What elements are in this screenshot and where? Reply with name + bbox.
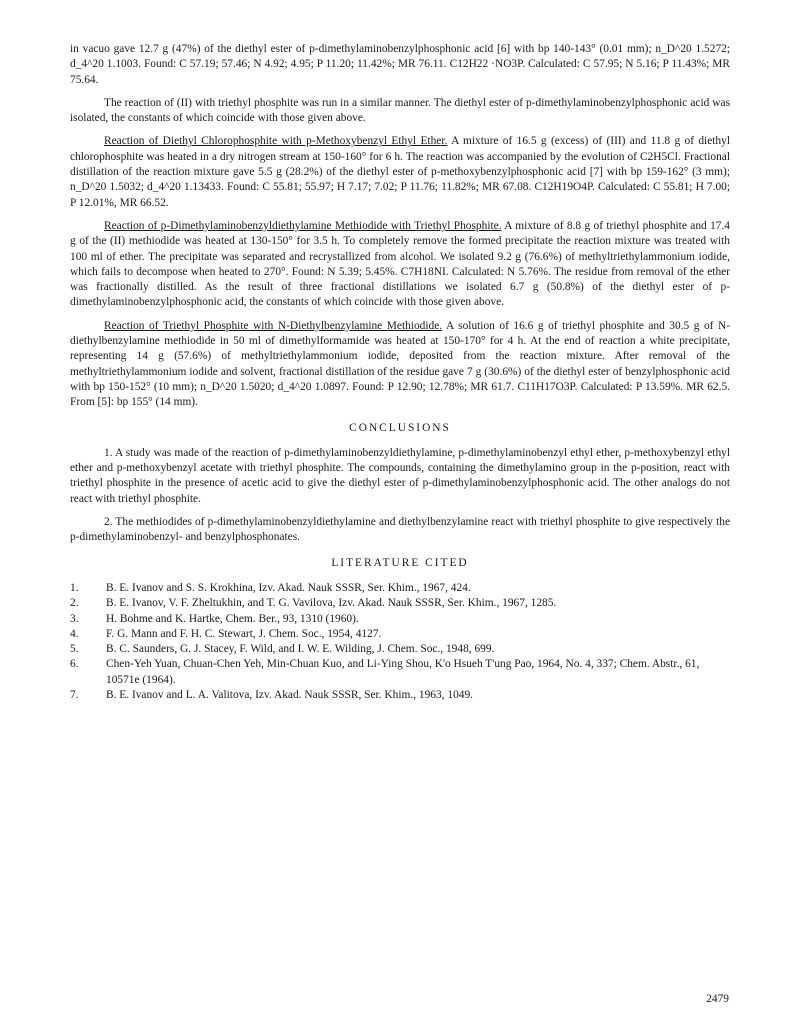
- conclusion-2: 2. The methiodides of p-dimethylaminobenzyldiethylamine and diethylbenzylamine react with triethyl phosphite to give respectively the p-dimethylaminobenzyl- and benzylphosphonates.: [70, 516, 730, 544]
- reference-text: B. E. Ivanov, V. F. Zheltukhin, and T. G. Vavilova, Izv. Akad. Nauk SSSR, Ser. Khim., 1967, 1285.: [106, 597, 557, 610]
- reference-number: 3.: [70, 612, 79, 625]
- paragraph-4-body: A mixture of 8.8 g of triethyl phosphite and 17.4 g of the (II) methiodide was heated at 130-150° for 3.5 h. To completely remove the formed precipitate the reaction mixture was treated with 100 ml of ether. The precipitate was separated and recrystallized from alcohol. We isolated 9.2 g (76.6%) of methyltriethylammonium iodide, which fails to decompose when heated to 270°. Found: N 5.39; 5.45%. C7H18NI. Calculated: N 5.76%. The residue from removal of the ether was fractionally distilled. As the result of three fractional distillations we isolated 6.7 g (50.8%) of the diethyl ester of p-dimethylaminobenzylphosphonic acid, the constants of which coincide with those given above.: [70, 219, 730, 309]
- reference-item: [70, 596, 730, 611]
- reference-number: 7.: [70, 688, 79, 701]
- conclusion-1: 1. A study was made of the reaction of p-dimethylaminobenzyldiethylamine, p-dimethylaminobenzyl ethyl ether, p-methoxybenzyl ethyl ether and p-methoxybenzyl acetate with triethyl phosphite. The compounds, containing the dimethylamino group in the p-position, react with triethyl phosphite in the presence of acetic acid to give the diethyl ester of p-dimethylaminobenzylphosphonic acid. The other analogs do not react with triethyl phosphite.: [70, 446, 730, 505]
- reference-item: [70, 612, 730, 627]
- reference-item: [70, 657, 730, 688]
- reference-number: 4.: [70, 627, 79, 640]
- reference-item: [70, 688, 730, 703]
- reference-item: [70, 581, 730, 596]
- paragraph-4-title: Reaction of p-Dimethylaminobenzyldiethylamine Methiodide with Triethyl Phosphite.: [104, 219, 502, 232]
- reference-number: 2.: [70, 597, 79, 610]
- paragraph-3-body: A mixture of 16.5 g (excess) of (III) and 11.8 g of diethyl chlorophosphite was heated in a dry nitrogen stream at 150-160° for 6 h. The reaction was accompanied by the evolution of C2H5Cl. Fractional distillation of the reaction mixture gave 5.5 g (28.2%) of the diethyl ester of p-methoxybenzylphosphonic acid [7] with bp 159-162° (3 mm); n_D^20 1.5032; d_4^20 1.13433. Found: C 55.81; 55.97; H 7.17; 7.02; P 11.76; 11.82%; MR 67.08. C12H19O4P. Calculated: C 55.81; H 7.00; P 12.01%, MR 66.52.: [70, 135, 730, 209]
- experimental-paragraph-4: [70, 219, 730, 311]
- reference-text: H. Bohme and K. Hartke, Chem. Ber., 93, 1310 (1960).: [106, 612, 359, 625]
- reference-text: B. C. Saunders, G. J. Stacey, F. Wild, and I. W. E. Wilding, J. Chem. Soc., 1948, 699.: [106, 643, 495, 656]
- paragraph-5-title: Reaction of Triethyl Phosphite with N-Diethylbenzylamine Methiodide.: [104, 319, 443, 332]
- reference-item: [70, 642, 730, 657]
- conclusions-heading: CONCLUSIONS: [349, 421, 451, 434]
- experimental-paragraph-1: in vacuo gave 12.7 g (47%) of the diethyl ester of p-dimethylaminobenzylphosphonic acid [6] with bp 140-143° (0.01 mm); n_D^20 1.5272; d_4^20 1.1003. Found: C 57.19; 57.46; N 4.92; 4.95; P 11.20; 11.42%; MR 76.11. C12H22 ·NO3P. Calculated: C 57.95; N 5.16; P 11.43%; MR 75.64.: [70, 43, 730, 86]
- paper-page: [70, 42, 730, 703]
- reference-list: [70, 581, 730, 703]
- literature-cited-heading: LITERATURE CITED: [331, 556, 469, 569]
- reference-text: B. E. Ivanov and S. S. Krokhina, Izv. Akad. Nauk SSSR, Ser. Khim., 1967, 424.: [106, 581, 471, 594]
- experimental-paragraph-3: [70, 134, 730, 210]
- paragraph-3-title: Reaction of Diethyl Chlorophosphite with p-Methoxybenzyl Ethyl Ether.: [104, 135, 448, 148]
- reference-number: 1.: [70, 581, 79, 594]
- experimental-paragraph-2: The reaction of (II) with triethyl phosphite was run in a similar manner. The diethyl ester of p-dimethylaminobenzylphosphonic acid was isolated, the constants of which coincide with those given above.: [70, 96, 730, 125]
- experimental-paragraph-5: [70, 319, 730, 411]
- reference-text: B. E. Ivanov and L. A. Valitova, Izv. Akad. Nauk SSSR, Ser. Khim., 1963, 1049.: [106, 688, 474, 701]
- page-number: 2479: [706, 993, 729, 1005]
- reference-text: Chen-Yeh Yuan, Chuan-Chen Yeh, Min-Chuan Kuo, and Li-Ying Shou, K'o Hsueh T'ung Pao, 1964, No. 4, 337; Chem. Abstr., 61, 10571e (1964).: [106, 658, 700, 686]
- reference-text: F. G. Mann and F. H. C. Stewart, J. Chem. Soc., 1954, 4127.: [106, 627, 382, 640]
- reference-number: 5.: [70, 643, 79, 656]
- reference-item: [70, 627, 730, 642]
- paragraph-5-body: A solution of 16.6 g of triethyl phosphite and 30.5 g of N-diethylbenzylamine methiodide in 50 ml of dimethylformamide was heated at 150-170° for 4 h. At the end of reaction a white precipitate, representing 14 g (57.6%) of methyltriethylammonium iodide, deposited from the reaction mixture. After removal of the methyltriethylammonium iodide and solvent, fractional distillation of the residue gave 7 g (30.6%) of the diethyl ester of benzylphosphonic acid with bp 150-152° (10 mm); n_D^20 1.5020; d_4^20 1.0897. Found: P 12.90; 12.78%; MR 61.7. C11H17O3P. Calculated: P 13.59%. MR 62.5. From [5]: bp 155° (14 mm).: [70, 319, 731, 409]
- reference-number: 6.: [70, 658, 79, 671]
